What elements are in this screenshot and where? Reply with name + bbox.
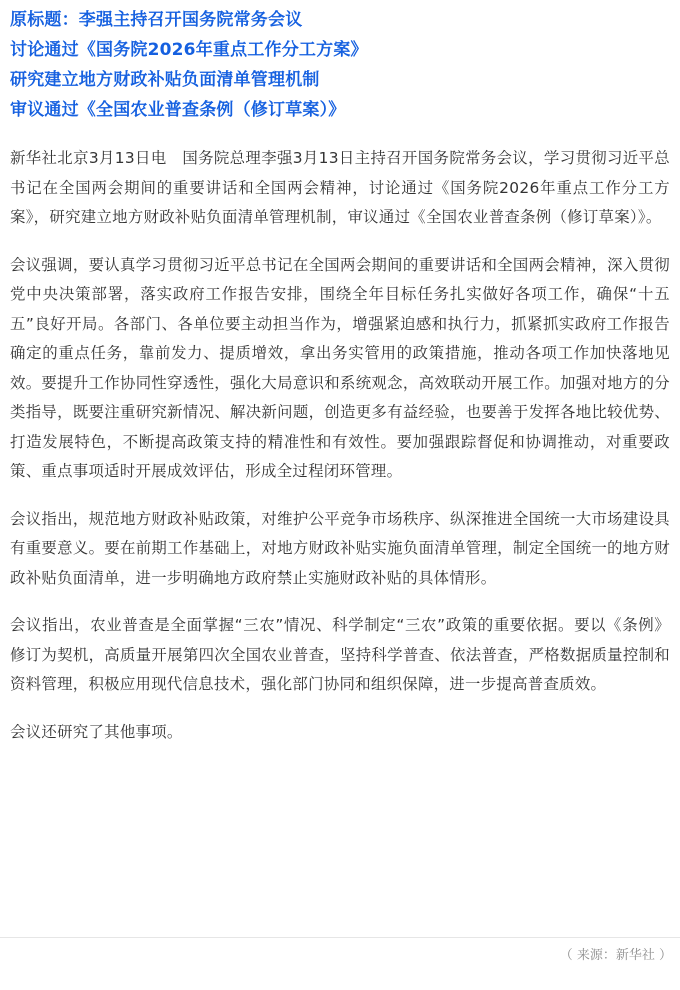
- paragraph-census: 会议指出，农业普查是全面掌握“三农”情况、科学制定“三农”政策的重要依据。要以《条例》修订为契机，高质量开展第四次全国农业普查，坚持科学普查、依法普查，严格数据质量控制和资料管理，积极应用现代信息技术，强化部门协同和组织保障，进一步提高普查质效。: [10, 616, 670, 693]
- paragraph-dateline: 新华社北京3月13日电 国务院总理李强3月13日主持召开国务院常务会议，学习贯彻习近平总书记在全国两会期间的重要讲话和全国两会精神，讨论通过《国务院2026年重点工作分工方案》，研究建立地方财政补贴负面清单管理机制，审议通过《全国农业普查条例（修订草案）》。: [10, 149, 670, 226]
- original-title: 原标题：李强主持召开国务院常务会议: [10, 10, 303, 30]
- paragraph-subsidy: 会议指出，规范地方财政补贴政策，对维护公平竞争市场秩序、纵深推进全国统一大市场建设具有重要意义。要在前期工作基础上，对地方财政补贴实施负面清单管理，制定全国统一的地方财政补贴负面清单，进一步明确地方政府禁止实施财政补贴的具体情形。: [10, 509, 670, 587]
- paragraph-other-matters: 会议还研究了其他事项。: [10, 722, 183, 741]
- paragraph-emphasis: 会议强调，要认真学习贯彻习近平总书记在全国两会期间的重要讲话和全国两会精神，深入贯彻党中央决策部署，落实政府工作报告安排，围绕全年目标任务扎实做好各项工作，确保“十五五”良好开局。各部门、各单位要主动担当作为，增强紧迫感和执行力，抓紧抓实政府工作报告确定的重点任务，靠前发力、提质增效，拿出务实管用的政策措施，推动各项工作加快落地见效。要提升工作协同性穿透性，强化大局意识和系统观念，高效联动开展工作。加强对地方的分类指导，既要注重研究新情况、解决新问题，创造更多有益经验，也要善于发挥各地比较优势、打造发展特色，不断提高政策支持的精准性和有效性。要加强跟踪督促和协调推动，对重要政策、重点事项适时开展成效评估，形成全过程闭环管理。: [10, 255, 670, 480]
- source-credit: （ 来源：新华社 ）: [559, 948, 672, 963]
- headline-subsidy-list: 研究建立地方财政补贴负面清单管理机制: [10, 70, 320, 90]
- headline-work-plan: 讨论通过《国务院2026年重点工作分工方案》: [10, 40, 368, 60]
- headline-block: [10, 0, 670, 128]
- headline-agri-census: 审议通过《全国农业普查条例（修订草案）》: [10, 100, 346, 120]
- article-body: [10, 144, 670, 747]
- footer-divider: [0, 937, 680, 938]
